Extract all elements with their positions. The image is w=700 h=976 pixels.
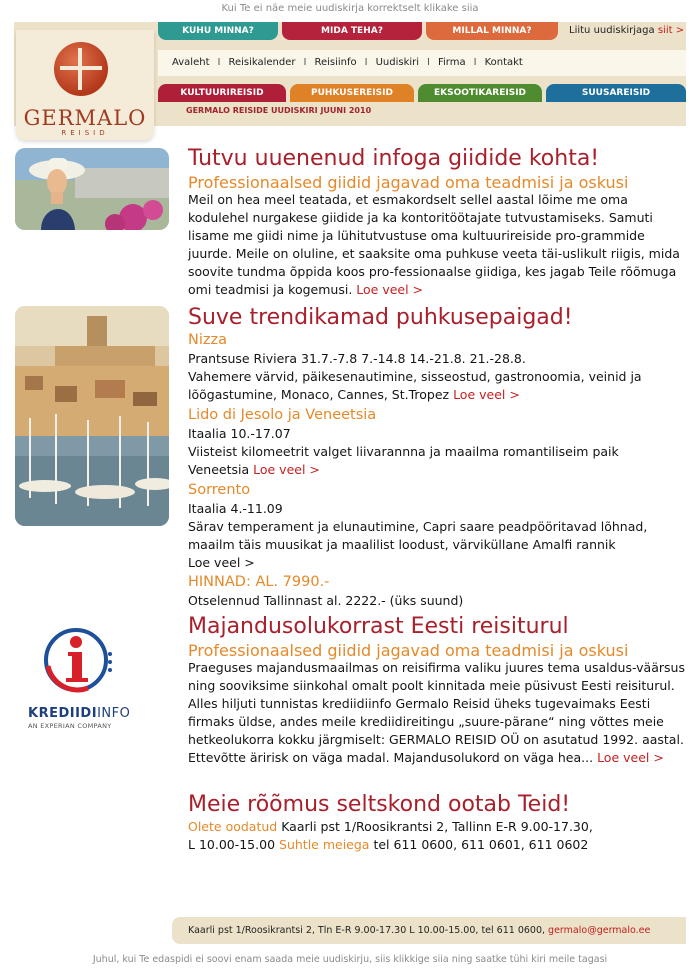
article-economy-subtitle: Professionaalsed giidid jagavad oma teadmisi ja oskusi [188, 641, 629, 660]
main-nav [158, 50, 686, 76]
guide-photo [15, 148, 169, 230]
tab-ski-trips[interactable]: SUUSAREISID [546, 84, 686, 102]
tab-culture-trips[interactable]: KULTUURIREISID [158, 84, 286, 102]
nav-separator: I [364, 57, 368, 68]
logo-brand-bold: KREDIIDI [28, 706, 98, 721]
footer-text: Kaarli pst 1/Roosikrantsi 2, Tln E-R 9.00-17.30 L 10.00-15.00, tel 611 0600, [188, 925, 546, 936]
destination-description [188, 386, 520, 404]
footer-bar [172, 917, 686, 944]
signup-text: Liitu uudiskirjaga [569, 25, 655, 36]
article-guides-text: Meil on hea meel teatada, et esmakordselt sellel aastal lõime me oma kodulehel nurgakese giidide ja ka kontoritöötajate tutvustamiseks. Samuti lisame me giidi nime ja lühitutvustuse oma kultuurireiside pro-grammide juurde. Meile on oluline, et saaksite oma puhkuse veeta täi-uslikult riigis, mida soovite tundma õppida koos pro-fessionaalse giidiga, kes jagab Teile rõõmuga omi teadmisi ja kogemusi. [188, 192, 680, 297]
contact-label-visit: Olete oodatud [188, 819, 278, 834]
nav-company[interactable]: Firma [438, 57, 466, 68]
nav-separator: I [217, 57, 221, 68]
article-economy-title[interactable]: Majandusolukorrast Eesti reisiturul [188, 614, 569, 639]
article-guides-title[interactable]: Tutvu uuenenud infoga giidide kohta! [188, 146, 600, 171]
nav-home[interactable]: Avaleht [172, 57, 210, 68]
destination-name[interactable]: Nizza [188, 332, 227, 348]
tab-exotic-trips[interactable]: EKSOOTIKAREISID [418, 84, 542, 102]
nav-separator: I [303, 57, 307, 68]
destination-description [188, 461, 320, 479]
contact-hours-text: L 10.00-15.00 [188, 837, 276, 852]
contact-title: Meie rõõmus seltskond ootab Teid! [188, 792, 571, 817]
footer-email-link[interactable]: germalo@germalo.ee [548, 925, 651, 936]
logo-name: GERMALO [23, 106, 147, 130]
destination-description: Vahemere värvid, päikesenautimine, sisseostud, gastronoomia, veinid ja [188, 369, 642, 384]
read-more-link[interactable]: Loe veel > [356, 282, 424, 297]
logo-brand [28, 706, 168, 721]
info-i-icon [28, 618, 168, 700]
article-economy-text: Praeguses majandusmaailmas on reisifirma valiku juures tema usaldus-väärsus ning sooviksime siinkohal omalt poolt kinnitada meie püsivust Eesti reisiturul. Alles hiljuti tunnistas krediidiinfo Germalo Reisid üheks tugevaimaks Eesti firmaks üldse, andes meile krediidireitingu „suure-pärane“ ning võttes meie hetkeolukorra kokku järgmiselt: GERMALO REISID OÜ on asutatud 1992. aastal. Ettevõtte äririsk on väga madal. Majandusolukord on väga hea... [188, 660, 685, 765]
unsubscribe-notice[interactable]: Juhul, kui Te edaspidi ei soovi enam saada meie uudiskirju, siis klikkige siia ning saatke tühi kiri meile tagasi [92, 954, 608, 965]
destination-description: Viisteist kilomeetrit valget liivarannna ja maailma romantiliseim paik [188, 444, 619, 459]
read-more-link[interactable]: Loe veel > [188, 555, 255, 570]
header [14, 22, 686, 137]
destination-description-end: lõõgastumine, Monaco, Cannes, St.Tropez [188, 387, 450, 402]
read-more-link[interactable]: Loe veel > [253, 462, 320, 477]
tab-when-to-go[interactable]: MILLAL MINNA? [426, 22, 558, 40]
logo-brand-light: INFO [97, 706, 131, 721]
nav-travel-info[interactable]: Reisiinfo [314, 57, 357, 68]
newsletter-title: GERMALO REISIDE UUDISKIRI JUUNI 2010 [186, 106, 372, 115]
destination-description-end: Veneetsia [188, 462, 250, 477]
tab-holiday-trips[interactable]: PUHKUSEREISID [290, 84, 414, 102]
logo-sub: REISID [61, 129, 109, 137]
harbor-town-image [15, 306, 169, 526]
destination-name[interactable]: Sorrento [188, 482, 251, 498]
nav-separator: I [473, 57, 477, 68]
nav-contact[interactable]: Kontakt [484, 57, 523, 68]
read-more-link[interactable]: Loe veel > [453, 387, 520, 402]
contact-phones: tel 611 0600, 611 0601, 611 0602 [373, 837, 589, 852]
price-label: HINNAD: AL. 7990.- [188, 574, 330, 590]
article-guides-subtitle: Professionaalsed giidid jagavad oma teadmisi ja oskusi [188, 173, 629, 192]
article-guides-body [188, 191, 688, 299]
contact-address-text: Kaarli pst 1/Roosikrantsi 2, Tallinn E-R 9.00-17.30, [281, 819, 593, 834]
article-destinations-title[interactable]: Suve trendikamad puhkusepaigad! [188, 305, 573, 330]
article-economy-body [188, 659, 688, 767]
newsletter-signup [569, 25, 684, 36]
destination-description: maailm täis muusikat ja maalilist loodust, värviküllane Amalfi rannik [188, 537, 616, 552]
woman-sunhat-image [15, 148, 169, 230]
contact-address [188, 818, 593, 836]
logo-tagline: AN EXPERIAN COMPANY [28, 722, 112, 730]
price-note: Otselennud Tallinnast al. 2222.- (üks suund) [188, 593, 464, 608]
destination-description: Särav temperament ja elunautimine, Capri saare peadpööritavad lõhnad, [188, 519, 648, 534]
destination-dates: Itaalia 4.-11.09 [188, 501, 283, 516]
globe-icon [54, 42, 108, 96]
signup-link[interactable]: siit > [657, 25, 685, 36]
destination-dates: Prantsuse Riviera 31.7.-7.8 7.-14.8 14.-21.8. 21.-28.8. [188, 351, 526, 366]
read-more-link[interactable]: Loe veel > [597, 750, 664, 765]
nav-travel-calendar[interactable]: Reisikalender [228, 57, 296, 68]
contact-label-talk: Suhtle meiega [279, 837, 370, 852]
tab-where-to-go[interactable]: KUHU MINNA? [158, 22, 278, 40]
destination-dates: Itaalia 10.-17.07 [188, 426, 291, 441]
nav-separator: I [427, 57, 430, 68]
nav-newsletter[interactable]: Uudiskiri [375, 57, 420, 68]
riviera-photo [15, 306, 169, 526]
contact-hours [188, 836, 588, 854]
germalo-logo[interactable] [16, 30, 154, 140]
tab-what-to-do[interactable]: MIDA TEHA? [282, 22, 422, 40]
destination-name[interactable]: Lido di Jesolo ja Veneetsia [188, 407, 377, 423]
view-online-notice[interactable]: Kui Te ei näe meie uudiskirja korrektselt klikake siia [221, 3, 479, 14]
krediidiinfo-logo [28, 618, 168, 738]
